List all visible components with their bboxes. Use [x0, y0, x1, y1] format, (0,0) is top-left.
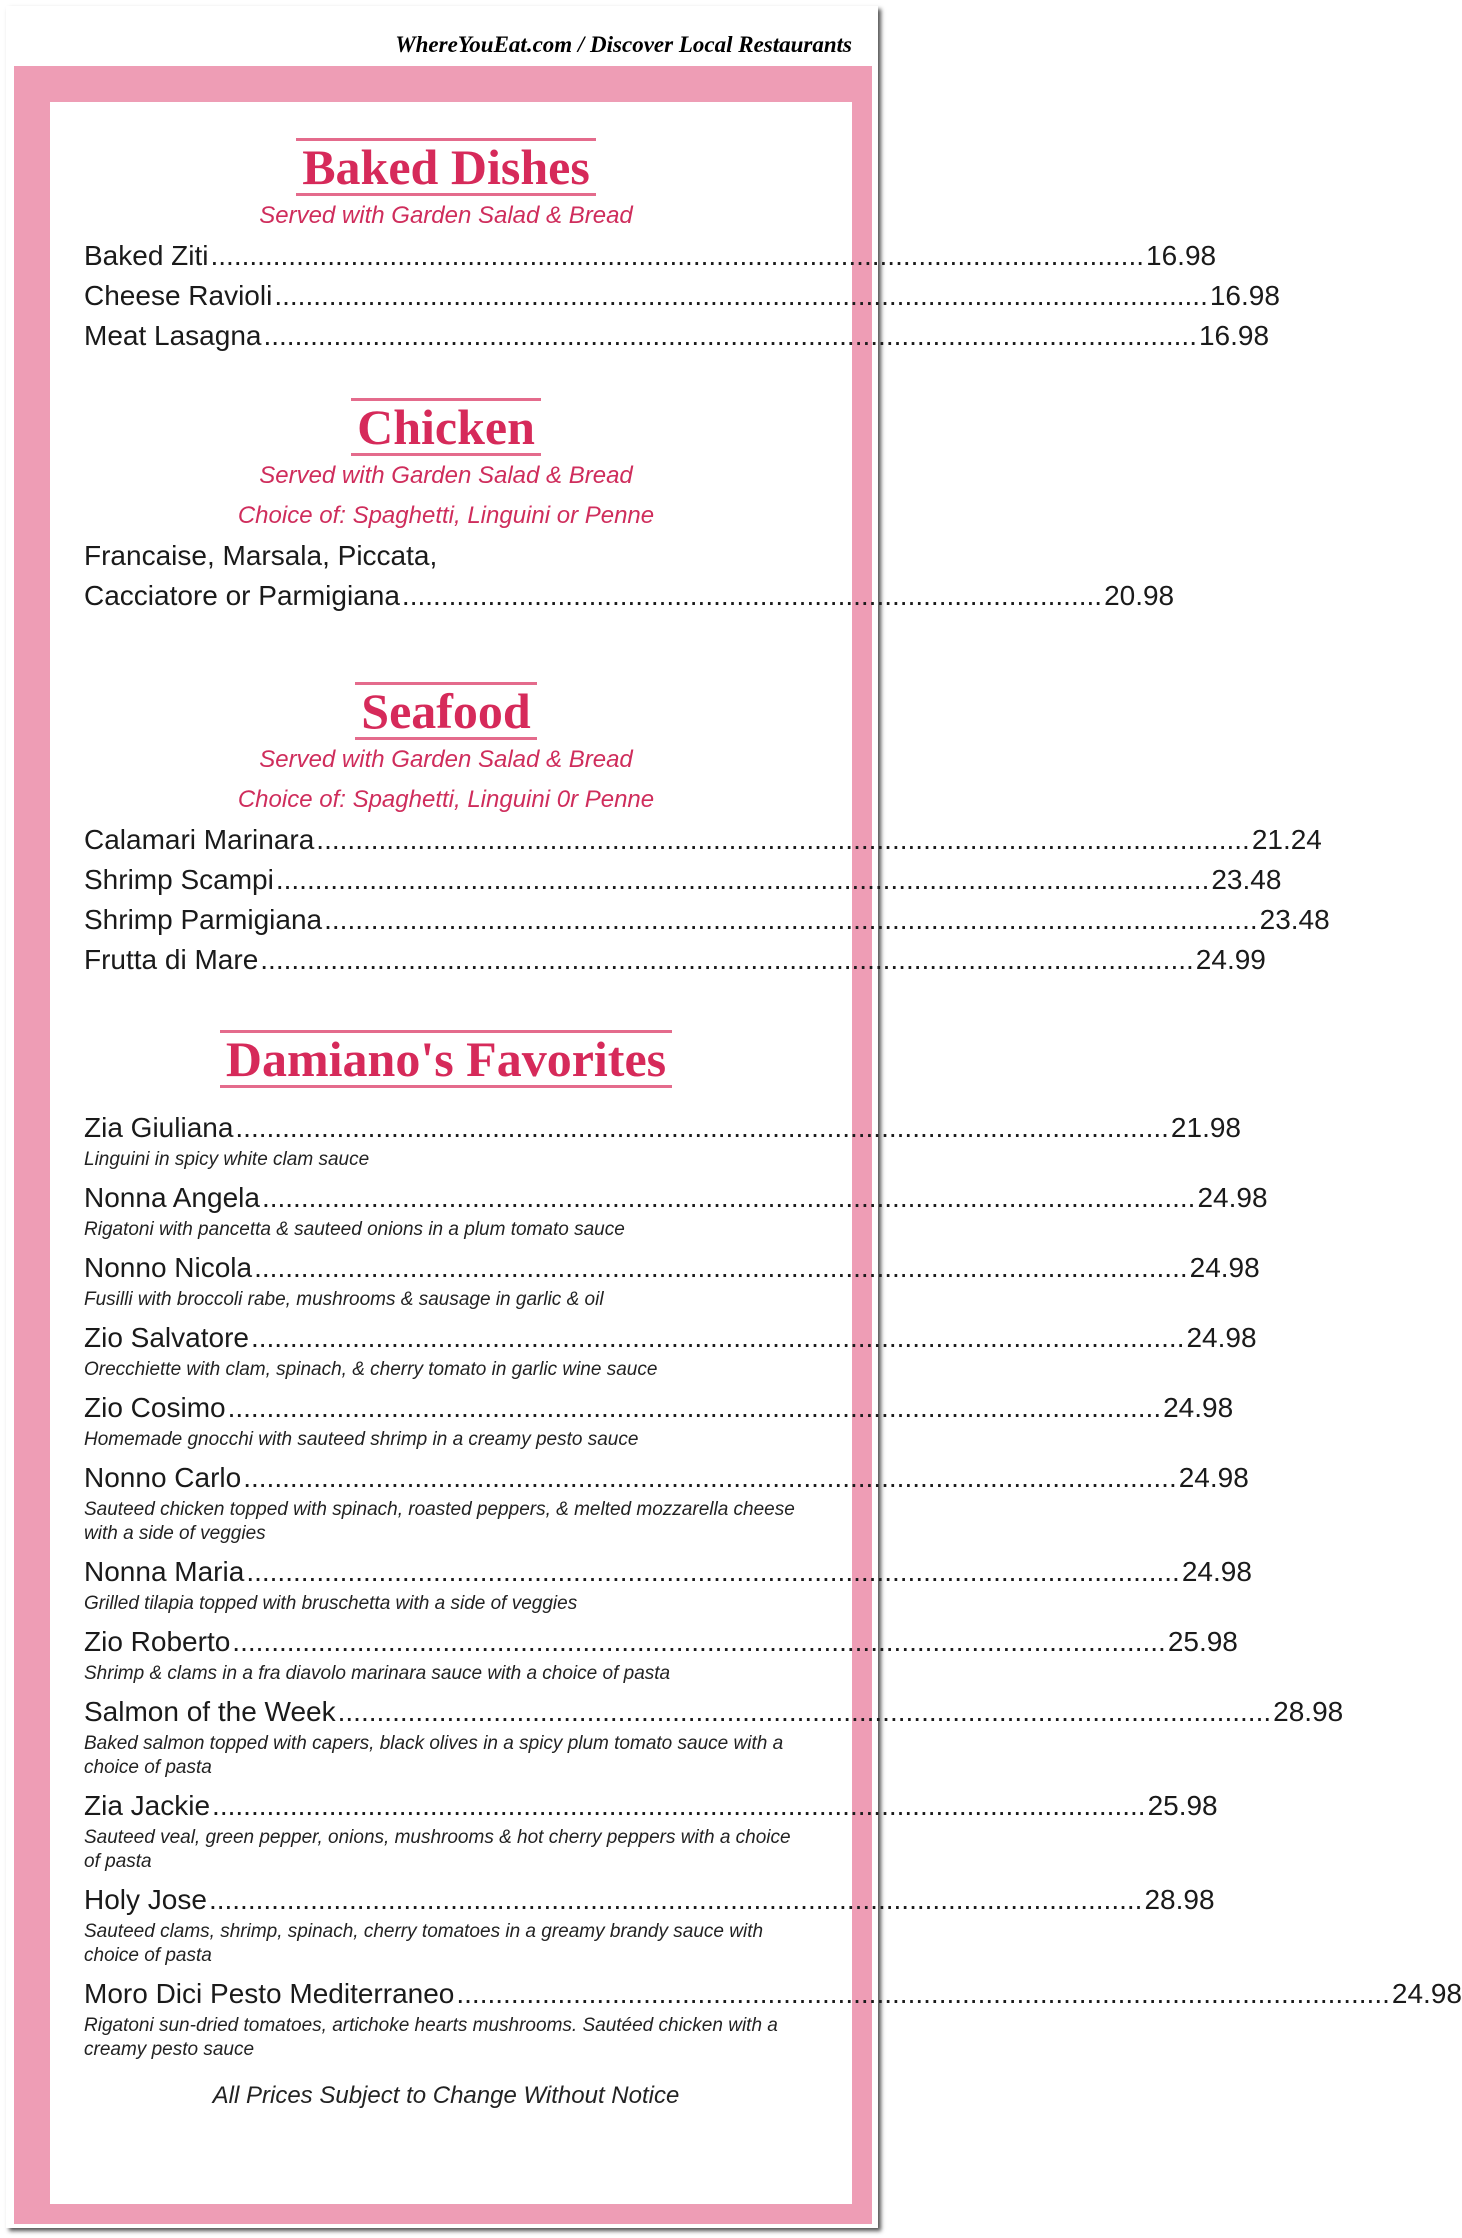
menu-item [84, 860, 1282, 900]
item-name: Salmon of the Week [84, 1696, 336, 1727]
item-name: Cacciatore or Parmigiana [84, 580, 400, 611]
menu-item [84, 1108, 1241, 1148]
dot-leader: ........................................................................................................................ [254, 1252, 1188, 1283]
item-price: 23.48 [1259, 904, 1330, 935]
dot-leader: ........................................................................................................................ [274, 280, 1208, 311]
menu-item [84, 1622, 1238, 1662]
item-name: Moro Dici Pesto Mediterraneo [84, 1978, 455, 2009]
item-price: 21.98 [1170, 1112, 1241, 1143]
dot-leader: .......................................................................................... [401, 580, 1103, 611]
item-name: Shrimp Parmigiana [84, 904, 323, 935]
menu-item [84, 1318, 1257, 1358]
item-price: 25.98 [1167, 1626, 1238, 1657]
menu-item [84, 276, 1280, 316]
seafood-items [84, 820, 1330, 980]
item-price: 24.98 [1391, 1978, 1462, 2009]
item-price: 16.98 [1146, 240, 1217, 271]
item-name: Zio Cosimo [84, 1392, 226, 1423]
dot-leader: ........................................................................................................................ [324, 904, 1258, 935]
section-subtitle-choice: Choice of: Spaghetti, Linguini 0r Penne [237, 786, 655, 813]
item-name: Frutta di Mare [84, 944, 259, 975]
item-description: Sauteed clams, shrimp, spinach, cherry tomatoes in a greamy brandy sauce with choice of pasta [84, 1921, 764, 1966]
dot-leader: ........................................................................................................................ [227, 1392, 1162, 1423]
favorites-items [84, 1108, 1462, 2062]
menu-content [84, 102, 1462, 2110]
item-name: Holy Jose [84, 1884, 207, 1915]
item-name: Cheese Ravioli [84, 280, 273, 311]
item-name: Nonno Nicola [84, 1252, 253, 1283]
section-subtitle: Served with Garden Salad & Bread [259, 462, 633, 489]
section-heading-baked: Baked Dishes [84, 138, 808, 196]
dot-leader: ........................................................................................................................ [243, 1462, 1177, 1493]
item-price: 20.98 [1104, 580, 1175, 611]
baked-items [84, 236, 1280, 356]
item-price: 21.24 [1251, 824, 1322, 855]
item-name: Zio Roberto [84, 1626, 231, 1657]
item-price: 24.98 [1178, 1462, 1249, 1493]
item-name: Nonna Maria [84, 1556, 245, 1587]
menu-item [84, 316, 1270, 356]
menu-item [84, 940, 1266, 980]
dot-leader: ........................................................................................................................ [208, 1884, 1143, 1915]
dot-leader: ........................................................................................................................ [246, 1556, 1180, 1587]
item-name: Shrimp Scampi [84, 864, 274, 895]
menu-item [84, 576, 1175, 616]
item-price: 16.98 [1198, 320, 1270, 351]
menu-item [84, 236, 1217, 276]
item-description: Rigatoni with pancetta & sauteed onions in a plum tomato sauce [84, 1219, 625, 1240]
item-price: 24.98 [1181, 1556, 1252, 1587]
item-description: Rigatoni sun-dried tomatoes, artichoke hearts mushrooms. Sautéed chicken with a creamy pesto sauce [84, 2015, 778, 2060]
item-name: Baked Ziti [84, 240, 209, 271]
dot-leader: ........................................................................................................................ [275, 864, 1210, 895]
item-description: Homemade gnocchi with sauteed shrimp in a creamy pesto sauce [84, 1429, 639, 1450]
item-description: Sauteed veal, green pepper, onions, mushrooms & hot cherry peppers with a choice of pasta [84, 1827, 791, 1872]
section-heading-favorites: Damiano's Favorites [84, 1030, 808, 1088]
item-description: Orecchiette with clam, spinach, & cherry tomato in garlic wine sauce [84, 1359, 658, 1380]
dot-leader: ........................................................................................................................ [456, 1978, 1390, 2009]
item-name: Nonno Carlo [84, 1462, 242, 1493]
item-price: 24.99 [1195, 944, 1266, 975]
dot-leader: ........................................................................................................................ [316, 824, 1250, 855]
dot-leader: ........................................................................................................................ [260, 944, 1194, 975]
price-disclaimer: All Prices Subject to Change Without Notice [212, 2082, 680, 2109]
item-name: Zia Jackie [84, 1790, 211, 1821]
menu-item [84, 1248, 1260, 1288]
section-subtitle-choice: Choice of: Spaghetti, Linguini or Penne [237, 502, 655, 529]
item-price: 24.98 [1189, 1252, 1260, 1283]
item-name: Nonna Angela [84, 1182, 260, 1213]
item-price: 28.98 [1273, 1696, 1344, 1727]
item-price: 24.98 [1186, 1322, 1257, 1353]
section-heading-chicken: Chicken [84, 398, 808, 456]
dot-leader: ........................................................................................................................ [250, 1322, 1185, 1353]
menu-item [84, 1458, 1249, 1498]
menu-item [84, 1552, 1252, 1592]
item-name: Zia Giuliana [84, 1112, 234, 1143]
menu-item [84, 900, 1330, 940]
item-name: Meat Lasagna [84, 320, 262, 351]
item-price: 25.98 [1147, 1790, 1218, 1821]
dot-leader: ........................................................................................................................ [232, 1626, 1166, 1657]
dot-leader: ........................................................................................................................ [261, 1182, 1196, 1213]
section-heading-seafood: Seafood [84, 682, 808, 740]
item-description: Shrimp & clams in a fra diavolo marinara sauce with a choice of pasta [84, 1663, 671, 1684]
dot-leader: ........................................................................................................................ [337, 1696, 1272, 1727]
item-price: 16.98 [1209, 280, 1280, 311]
dot-leader: ........................................................................................................................ [235, 1112, 1169, 1143]
dot-leader: ........................................................................................................................ [212, 1790, 1146, 1821]
item-price: 23.48 [1211, 864, 1282, 895]
site-title: WhereYouEat.com / Discover Local Restaurants [395, 32, 852, 57]
item-description: Fusilli with broccoli rabe, mushrooms & sausage in garlic & oil [84, 1289, 604, 1310]
item-price: 24.98 [1163, 1392, 1234, 1423]
item-name: Calamari Marinara [84, 824, 315, 855]
menu-item [84, 1178, 1268, 1218]
item-description: Linguini in spicy white clam sauce [84, 1149, 370, 1170]
dot-leader: ........................................................................................................................ [210, 240, 1145, 271]
item-description: Baked salmon topped with capers, black olives in a spicy plum tomato sauce with a choice of pasta [84, 1733, 784, 1778]
chicken-styles: Francaise, Marsala, Piccata, [84, 540, 438, 571]
item-description: Grilled tilapia topped with bruschetta with a side of veggies [84, 1593, 578, 1614]
item-name: Zio Salvatore [84, 1322, 249, 1353]
item-price: 28.98 [1144, 1884, 1215, 1915]
menu-item [84, 1786, 1218, 1826]
menu-page [6, 6, 1462, 2228]
section-subtitle: Served with Garden Salad & Bread [259, 202, 633, 229]
section-subtitle: Served with Garden Salad & Bread [259, 746, 633, 773]
menu-item [84, 1880, 1215, 1920]
menu-item [84, 1692, 1344, 1732]
menu-item [84, 820, 1322, 860]
dot-leader: ........................................................................................................................ [263, 320, 1197, 351]
menu-item [84, 1974, 1462, 2014]
item-price: 24.98 [1197, 1182, 1268, 1213]
item-description: Sauteed chicken topped with spinach, roasted peppers, & melted mozzarella cheese with a side of veggies [84, 1499, 795, 1544]
menu-item [84, 1388, 1234, 1428]
